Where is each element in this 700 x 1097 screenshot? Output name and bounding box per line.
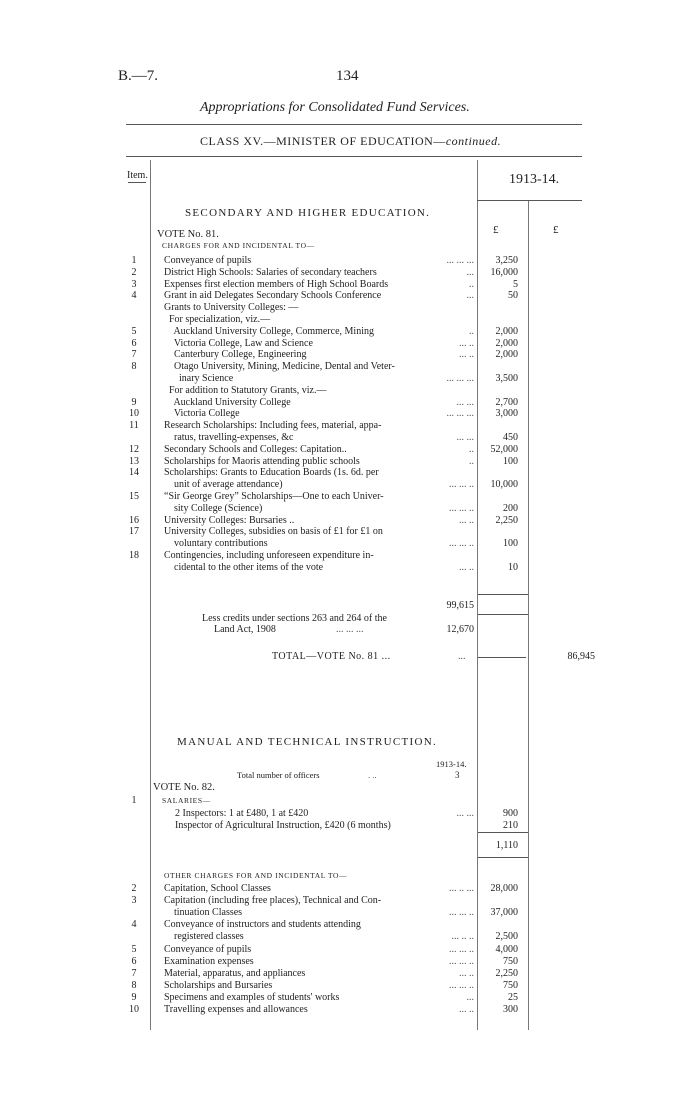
leader-dots: ... ... .. [449,907,474,919]
item-description: Victoria College [164,408,240,420]
item-amount: 3,500 [495,373,518,384]
item-description: Expenses first election members of High School Boards [164,278,389,290]
year-rule [477,200,582,201]
officers-label: Total number of officers [237,770,320,780]
item-description: Contingencies, including unforeseen expenditure in- [164,550,374,561]
item-description: inary Science [164,373,234,384]
salary-total: 1,110 [495,840,518,851]
leader-dots: ... ... [456,808,474,819]
section-heading-manual: MANUAL AND TECHNICAL INSTRUCTION. [177,736,438,748]
leader-dots: .. [469,278,474,290]
item-description: University Colleges, subsidies on basis of £1 for £1 on [164,526,383,538]
item-number: 15 [129,491,139,502]
leader-dots: ... .. [459,1004,474,1015]
leader-dots: ... .. [459,349,474,361]
item-number: 11 [129,420,139,432]
officers-year: 1913-14. [436,759,467,769]
item-amount: 300 [503,1004,518,1015]
item-amount: 50 [508,290,518,302]
item-number: 3 [131,895,137,907]
item-description: Examination expenses [164,955,254,967]
item-amount: 52,000 [490,443,518,455]
item-column-header: Item. [127,170,148,181]
item-number: 10 [129,1004,139,1015]
item-description: cidental to the other items of the vote [164,561,324,573]
item-amount: 200 [503,502,518,514]
item-amount: 4,000 [495,943,518,955]
item-description: Otago University, Mining, Medicine, Dental and Veter- [164,361,395,373]
item-description: Material, apparatus, and appliances [164,967,306,979]
item-description: For addition to Statutory Grants, viz.— [164,384,327,396]
item-description: District High Schools: Salaries of secondary teachers [164,266,377,278]
item-description: Specimens and examples of students' works [164,991,340,1003]
item-number: 6 [131,337,137,349]
item-amount: 2,000 [495,349,518,361]
leader-dots: ... .. [459,514,474,526]
leader-dots: ... ... .. [449,955,474,967]
item-number: 5 [131,325,137,337]
page-title: Appropriations for Consolidated Fund Services. [200,100,470,115]
total-label: TOTAL—VOTE No. 81 ... [272,651,391,662]
item-description: Victoria College, Law and Science [164,337,313,349]
item-description: For specialization, viz.— [164,314,271,325]
item-amount: 3,000 [495,408,518,420]
item-description: Travelling expenses and allowances [164,1004,308,1015]
item-description: University Colleges: Bursaries .. [164,514,295,526]
officers-count: 3 [455,770,460,780]
leader-dots: ... ... ... [446,373,474,384]
leader-dots: ... [466,290,474,302]
leader-dots: ... [466,991,474,1003]
item-amount: 750 [503,979,518,991]
item-amount: 10,000 [490,479,518,491]
credits-amount: 12,670 [446,624,474,635]
item-amount: 2,000 [495,337,518,349]
leader-dots: ... ... ... [446,408,474,420]
item-description: Research Scholarships: Including fees, material, appa- [164,420,382,432]
leader-dots: ... [458,651,466,662]
item-column-divider [150,160,151,1030]
item-description: 2 Inspectors: 1 at £480, 1 at £420 [175,808,309,819]
item-amount: 2,700 [495,396,518,408]
item-description: Grant in aid Delegates Secondary Schools Conference [164,290,382,302]
salary-total-rule-bottom [478,857,528,858]
item-number: 13 [129,455,139,467]
item-number: 3 [131,278,137,290]
item-number: 7 [131,967,137,979]
salary-total-rule [478,832,528,833]
item-number: 5 [131,943,137,955]
item-number: 9 [131,991,137,1003]
item-number: 10 [129,408,139,420]
item-amount: 5 [513,278,518,290]
leader-dots: .. [469,325,474,337]
year-column-header: 1913-14. [509,172,560,187]
leader-dots: ... .. [459,967,474,979]
item-description: Capitation (including free places), Technical and Con- [164,895,382,907]
class-heading [200,134,501,149]
item-amount: 28,000 [490,883,518,894]
item-number: 4 [131,919,137,931]
leader-dots: ... ... .. [449,538,474,550]
item-description: Scholarships and Bursaries [164,979,273,991]
section-heading-secondary: SECONDARY AND HIGHER EDUCATION. [185,207,431,219]
item-number: 7 [131,349,137,361]
item-description: Inspector of Agricultural Instruction, £420 (6 months) [175,820,391,831]
item-description: Canterbury College, Engineering [164,349,307,361]
item-amount: 16,000 [490,266,518,278]
subtotal-rule [478,594,528,595]
item-description: Auckland University College, Commerce, Mining [164,325,374,337]
item-description: registered classes [164,931,244,943]
currency-label: £ [493,224,499,236]
item-description: Secondary Schools and Colleges: Capitation.. [164,443,347,455]
leader-dots: ... ... .. [449,979,474,991]
item-amount: 2,250 [495,514,518,526]
item-description: unit of average attendance) [164,479,283,491]
header-rule [126,156,582,157]
item-amount: 2,250 [495,967,518,979]
item-amount: 900 [503,808,518,819]
item-description: sity College (Science) [164,502,263,514]
leader-dots: ... .. ... [449,883,474,894]
item-description: Auckland University College [164,396,291,408]
leader-dots: ... ... .. [449,943,474,955]
item-amount: 37,000 [490,907,518,919]
item-description: Grants to University Colleges: — [164,302,299,314]
title-rule [126,124,582,125]
class-heading-main: CLASS XV.—MINISTER OF EDUCATION— [200,134,446,148]
item-description: Conveyance of pupils [164,255,252,266]
charges-heading: CHARGES FOR AND INCIDENTAL TO— [162,241,315,250]
leader-dots: ... ... ... [336,624,364,635]
leader-dots: ... ... .. [449,502,474,514]
item-description: Conveyance of pupils [164,943,252,955]
document-code: B.—7. [118,68,159,84]
item-amount: 100 [503,455,518,467]
item-number: 4 [131,290,137,302]
item-description: ratus, travelling-expenses, &c [164,432,294,443]
item-number: 8 [131,361,137,373]
item-number: 2 [131,266,137,278]
item-number: 9 [131,396,137,408]
item-description: Scholarships: Grants to Education Boards (1s. 6d. per [164,467,379,479]
item-header-rule [128,182,146,183]
item-number: 17 [129,526,139,538]
item-number: 12 [129,443,139,455]
salaries-heading: SALARIES— [162,796,211,805]
item-number: 2 [131,883,137,894]
item-number: 6 [131,955,137,967]
leader-dots: ... ... [456,432,474,443]
leader-dots: ... .. [459,561,474,573]
currency-label: £ [553,224,559,236]
leader-dots: ... ... [456,396,474,408]
subtotal-amount: 99,615 [446,600,474,611]
item-description: “Sir George Grey” Scholarships—One to each Univer- [164,491,384,502]
subtotal-rule-bottom [478,614,528,615]
item-description: tinuation Classes [164,907,243,919]
leader-dots: ... .. [459,337,474,349]
item-description: Conveyance of instructors and students attending [164,919,361,931]
total-amount: 86,945 [567,651,595,662]
leader-dots: ... ... .. [449,479,474,491]
total-rule [478,657,526,658]
item-number: 1 [131,795,137,806]
item-description: Capitation, School Classes [164,883,271,894]
item-amount: 450 [503,432,518,443]
item-description: voluntary contributions [164,538,268,550]
vote-heading: VOTE No. 82. [153,782,215,793]
item-amount: 2,500 [495,931,518,943]
class-heading-continued: continued. [445,134,502,148]
item-number: 18 [129,550,139,561]
total-column-divider [528,200,529,1030]
item-number: 16 [129,514,139,526]
item-amount: 25 [508,991,518,1003]
leader-dots: ... ... ... [446,255,474,266]
leader-dots: . .. [368,770,377,780]
item-description: Scholarships for Maoris attending public schools [164,455,360,467]
other-charges-heading: OTHER CHARGES FOR AND INCIDENTAL TO— [164,871,348,880]
item-number: 14 [129,467,139,479]
leader-dots: .. [469,455,474,467]
page-number: 134 [336,68,359,84]
item-amount: 10 [508,561,518,573]
item-number: 1 [131,255,137,266]
item-number: 8 [131,979,137,991]
item-amount: 2,000 [495,325,518,337]
leader-dots: .. [469,443,474,455]
credits-line: Land Act, 1908 [214,624,276,635]
leader-dots: ... [466,266,474,278]
item-amount: 3,250 [495,255,518,266]
leader-dots: ... .. .. [451,931,474,943]
item-amount: 210 [503,820,518,831]
item-amount: 100 [503,538,518,550]
vote-heading: VOTE No. 81. [157,229,219,240]
credits-line: Less credits under sections 263 and 264 of the [202,613,387,624]
item-amount: 750 [503,955,518,967]
